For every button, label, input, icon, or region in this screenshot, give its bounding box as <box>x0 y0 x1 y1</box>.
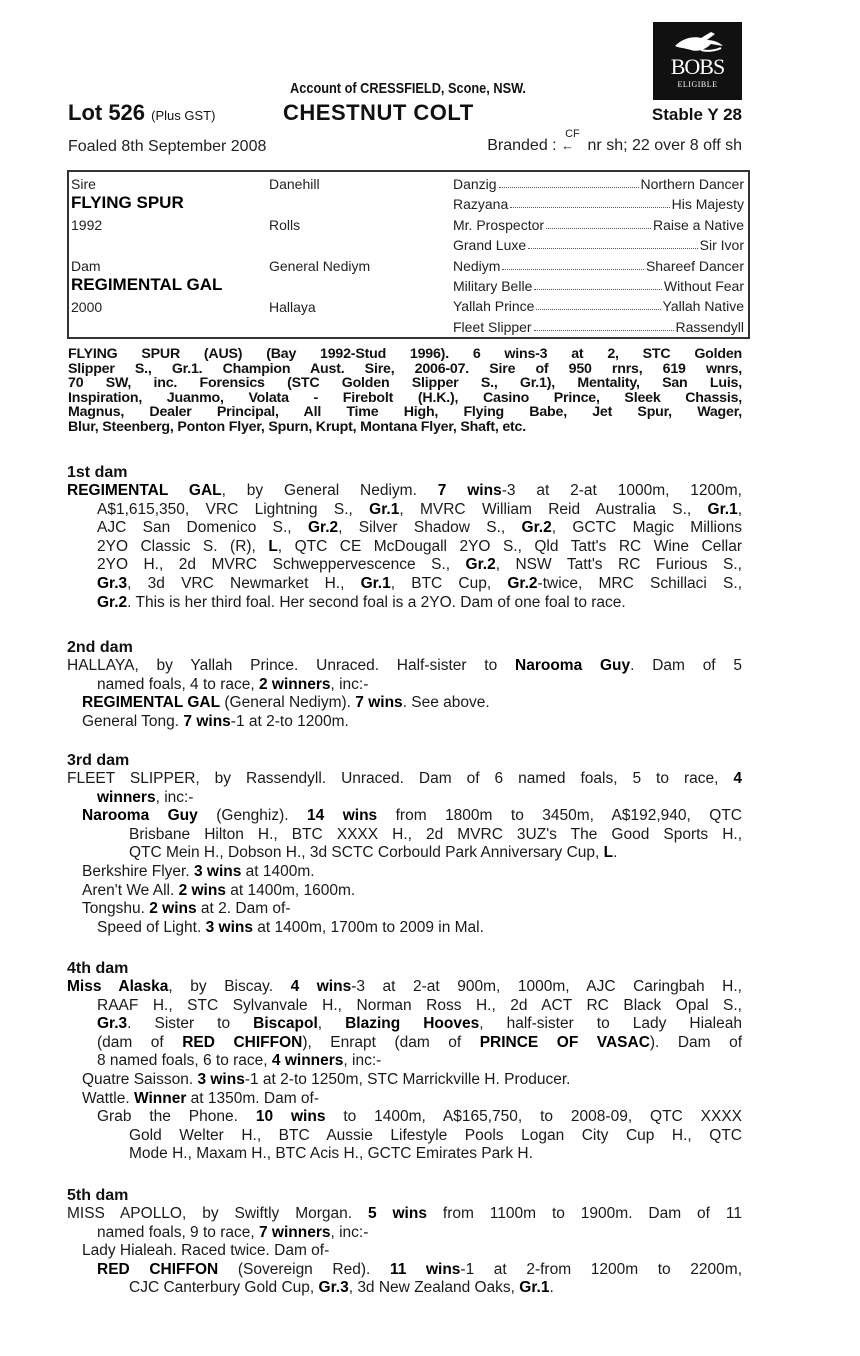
leader-dots <box>528 237 697 249</box>
text-run: 2YO H., 2d MVRC Schweppervescence S., <box>97 556 466 574</box>
bold-run: 11 wins <box>389 1260 461 1278</box>
text-line <box>129 1145 742 1164</box>
text-run: -3 at 2-at 1000m, 1200m, <box>501 482 742 499</box>
text-run: , inc:- <box>155 788 194 806</box>
bold-run: 7 wins <box>355 694 403 712</box>
ancestor-row <box>453 298 744 314</box>
bold-run: Gr.3 <box>318 1279 349 1297</box>
ancestor-sire: Sir Ivor <box>699 237 744 254</box>
bold-run: Gr.3 <box>97 574 128 592</box>
text-line <box>97 556 742 575</box>
ancestor-row <box>453 176 744 192</box>
sire-name: FLYING SPUR <box>71 193 184 212</box>
text-line <box>97 1224 742 1243</box>
ancestor-row <box>453 278 744 294</box>
text-run: named foals, 9 to race, <box>97 1223 259 1241</box>
text-run: at 1400m, 1700m to 2009 in Mal. <box>252 918 484 936</box>
bold-run: Gr.1 <box>519 1279 550 1297</box>
bold-run: 4 <box>733 770 742 787</box>
text-run: General Tong. <box>82 712 184 730</box>
text-line <box>82 713 742 732</box>
dam-section <box>67 1187 742 1298</box>
text-run: AJC San Domenico S., <box>97 519 308 537</box>
bold-run: Biscapol <box>253 1015 318 1033</box>
section-heading: 3rd dam <box>67 752 130 769</box>
sire-summary-line: Blur, Steenberg, Ponton Flyer, Spurn, Krupt, Montana Flyer, Shaft, etc. <box>68 418 526 435</box>
text-line <box>67 657 742 676</box>
text-run: at 1400m. <box>241 862 315 880</box>
text-run: HALLAYA, by Yallah Prince. Unraced. Half-sister to <box>67 657 516 674</box>
text-line <box>97 519 742 538</box>
text-line <box>97 1108 742 1127</box>
text-line <box>97 919 742 938</box>
text-run: , half-sister to Lady Hialeah <box>479 1015 742 1033</box>
text-run: . This is her third foal. Her second foal is a 2YO. Dam of one foal to race. <box>127 593 626 611</box>
ancestor-name: Fleet Slipper <box>453 318 532 335</box>
bold-run: Gr.2 <box>307 519 339 537</box>
bold-run: Gr.3 <box>97 1015 128 1033</box>
bold-run: REGIMENTAL GAL <box>67 482 222 499</box>
sire-summary-line: FLYING SPUR (AUS) (Bay 1992-Stud 1996). 6 wins-3 at 2, STC Golden <box>68 346 742 362</box>
logo-subtext: ELIGIBLE <box>677 80 718 89</box>
bold-run: Gr.1 <box>360 574 391 592</box>
text-line <box>129 826 742 845</box>
leader-dots <box>499 176 639 188</box>
text-run: , MVRC William Reid Australia S., <box>399 500 708 518</box>
text-run: (Sovereign Red). <box>218 1260 390 1278</box>
text-run: Mode H., Maxam H., BTC Acis H., GCTC Emirates Park H. <box>129 1145 533 1163</box>
text-run: RAAF H., STC Sylvanvale H., Norman Ross H., 2d ACT RC Black Opal S., <box>97 996 742 1014</box>
ancestor-sire: Rassendyll <box>675 318 744 335</box>
dam-label: Dam <box>71 258 101 274</box>
foaled-date: Foaled 8th September 2008 <box>68 138 267 155</box>
dam-sire: General Nediym <box>269 258 371 274</box>
text-run: FLEET SLIPPER, by Rassendyll. Unraced. Dam of 6 named foals, 5 to race, <box>67 770 734 787</box>
bold-run: Gr.2 <box>507 574 538 592</box>
bold-run: Blazing Hooves <box>345 1015 480 1033</box>
bold-run: RED CHIFFON <box>182 1033 303 1051</box>
text-run: 2YO Classic S. (R), <box>97 537 269 555</box>
text-run: Tongshu. <box>82 900 150 918</box>
text-run: Speed of Light. <box>97 918 206 936</box>
ancestor-name: Grand Luxe <box>453 237 527 254</box>
text-run: ), Enrapt (dam of <box>302 1033 480 1051</box>
text-run: -1 at 2-to 1250m, STC Marrickville H. Producer. <box>244 1070 571 1088</box>
bold-run: 10 wins <box>255 1108 326 1126</box>
text-line <box>82 882 742 901</box>
text-run: from 1100m to 1900m. Dam of 11 <box>426 1205 742 1222</box>
text-line <box>67 482 742 501</box>
sire-summary-line: Magnus, Dealer Principal, All Time High, Flying Babe, Jet Spur, Wager, <box>68 404 742 421</box>
text-line <box>82 1071 742 1090</box>
section-heading: 2nd dam <box>67 639 133 656</box>
bold-run: L <box>603 844 614 862</box>
bold-run: 14 wins <box>307 807 378 825</box>
sire-label: Sire <box>71 176 96 192</box>
text-line <box>129 844 742 863</box>
text-line <box>82 900 742 919</box>
ancestor-name: Danzig <box>453 176 497 192</box>
ancestor-sire: Raise a Native <box>652 216 744 233</box>
lot-number <box>68 100 215 126</box>
bold-run: PRINCE OF VASAC <box>479 1033 650 1051</box>
leader-dots <box>510 196 669 208</box>
dam-name: REGIMENTAL GAL <box>71 275 223 294</box>
text-run: at 1400m, 1600m. <box>225 881 356 899</box>
text-line <box>97 997 742 1016</box>
text-line <box>97 501 742 520</box>
colour-sex: CHESTNUT COLT <box>283 100 474 125</box>
brand-description <box>487 128 742 155</box>
text-run: -twice, MRC Schillaci S., <box>537 574 742 592</box>
dam-section <box>67 752 742 937</box>
text-run: Wattle. <box>82 1089 134 1107</box>
ancestor-name: Mr. Prospector <box>453 216 545 233</box>
text-run: . <box>613 844 618 862</box>
text-run: , inc:- <box>343 1052 382 1070</box>
text-run: . See above. <box>402 694 490 712</box>
text-run: at 1350m. Dam of- <box>186 1089 320 1107</box>
sire-summary-line: 70 SW, inc. Forensics (STC Golden Slipper S., Gr.1), Mentality, San Luis, <box>68 375 742 392</box>
bold-run: Gr.1 <box>707 500 738 518</box>
bold-run: L <box>268 537 278 555</box>
sire-summary-line: Slipper S., Gr.1. Champion Aust. Sire, 2006-07. Sire of 950 rnrs, 619 wnrs, <box>68 360 742 377</box>
section-heading: 5th dam <box>67 1187 129 1204</box>
brand-mark-icon: CF ← <box>561 128 580 153</box>
pedigree-table <box>67 170 750 339</box>
sire-summary-line: Inspiration, Juanmo, Volata - Firebolt (H.K.), Casino Prince, Sleek Chassis, <box>68 389 742 406</box>
text-run: , inc:- <box>330 1223 369 1241</box>
text-run: MISS APOLLO, by Swiftly Morgan. <box>67 1205 368 1222</box>
text-line <box>82 1242 742 1261</box>
text-run: , <box>737 500 743 518</box>
text-line <box>97 538 742 557</box>
text-run: , inc:- <box>330 675 369 693</box>
bold-run: Narooma Guy <box>82 807 198 825</box>
dam-dam: Hallaya <box>269 299 316 315</box>
dam-year: 2000 <box>71 299 103 315</box>
horse-head-icon <box>671 28 725 56</box>
text-run: QTC Mein H., Dobson H., 3d SCTC Corbould Park Anniversary Cup, <box>129 844 604 862</box>
text-run: to 1400m, A$165,750, to 2008-09, QTC XXXX <box>325 1108 742 1126</box>
sire-dam: Rolls <box>269 217 301 233</box>
text-line <box>67 770 742 789</box>
text-line <box>97 1052 742 1071</box>
bold-run: Gr.2 <box>465 556 496 574</box>
leader-dots <box>534 278 662 290</box>
bold-run: REGIMENTAL GAL <box>82 694 221 712</box>
text-run: , Silver Shadow S., <box>338 519 522 537</box>
text-run: Quatre Saisson. <box>82 1070 198 1088</box>
bold-run: 2 wins <box>178 881 226 899</box>
bold-run: 4 wins <box>290 978 352 995</box>
sire-sire: Danehill <box>269 176 320 192</box>
text-run: . Dam of 5 <box>630 657 743 674</box>
text-run: , QTC CE McDougall 2YO S., Qld Tatt's RC Wine Cellar <box>277 537 742 555</box>
bold-run: 7 winners <box>258 1223 331 1241</box>
branded-text: nr sh; 22 over 8 off sh <box>587 137 742 154</box>
text-run: named foals, 4 to race, <box>97 675 259 693</box>
text-run: -1 at 2-from 1200m to 2200m, <box>460 1260 742 1278</box>
leader-dots <box>546 217 651 229</box>
ancestor-name: Yallah Prince <box>453 298 535 315</box>
text-run: at 2. Dam of- <box>196 900 291 918</box>
ancestor-row <box>453 319 744 335</box>
dam-section <box>67 464 742 612</box>
text-line <box>82 1090 742 1109</box>
text-run: , by Biscay. <box>168 978 291 995</box>
ancestor-row <box>453 237 744 253</box>
text-run: , BTC Cup, <box>390 574 508 592</box>
text-line <box>67 1205 742 1224</box>
ancestor-name: Nediym <box>453 257 501 274</box>
text-run: -3 at 2-at 900m, 1000m, AJC Caringbah H., <box>351 978 742 995</box>
dam-section <box>67 639 742 731</box>
text-run: A$1,615,350, VRC Lightning S., <box>97 500 370 518</box>
text-line <box>129 1279 742 1298</box>
ancestor-row <box>453 196 744 212</box>
vendor-account: Account of CRESSFIELD, Scone, NSW. <box>290 80 526 97</box>
text-run: (General Nediym). <box>220 694 356 712</box>
text-line <box>97 1261 742 1280</box>
ancestor-sire: Northern Dancer <box>640 176 744 192</box>
sire-summary <box>68 347 742 435</box>
leader-dots <box>536 298 660 310</box>
ancestor-sire: Without Fear <box>663 278 744 294</box>
bold-run: winners <box>97 788 156 806</box>
section-heading: 1st dam <box>67 464 128 481</box>
bold-run: 3 wins <box>205 918 253 936</box>
branded-label: Branded : <box>487 137 557 154</box>
bold-run: 2 winners <box>258 675 331 693</box>
text-run: 8 named foals, 6 to race, <box>97 1052 272 1070</box>
ancestor-row <box>453 258 744 274</box>
bold-run: Winner <box>133 1089 187 1107</box>
bold-run: RED CHIFFON <box>97 1260 219 1278</box>
bold-run: 3 wins <box>197 1070 245 1088</box>
text-run: , GCTC Magic Millions <box>551 519 742 537</box>
text-line <box>82 694 742 713</box>
lot-label: Lot 526 <box>68 100 146 125</box>
ancestor-sire: His Majesty <box>671 196 744 213</box>
ancestor-sire: Shareef Dancer <box>645 257 744 274</box>
text-run: , by General Nediym. <box>221 482 438 499</box>
text-run: (dam of <box>97 1033 183 1051</box>
text-run: . <box>549 1279 554 1297</box>
ancestor-name: Razyana <box>453 196 509 213</box>
text-line <box>129 1127 742 1146</box>
text-line <box>97 789 742 808</box>
text-run: CJC Canterbury Gold Cup, <box>129 1279 319 1297</box>
text-run: -1 at 2-to 1200m. <box>230 712 349 730</box>
text-run: Grab the Phone. <box>97 1108 256 1126</box>
text-run: from 1800m to 3450m, A$192,940, QTC <box>377 807 743 825</box>
text-line <box>67 978 742 997</box>
section-heading: 4th dam <box>67 960 129 977</box>
text-run: . Sister to <box>127 1015 254 1033</box>
text-line <box>97 1034 742 1053</box>
bold-run: 7 wins <box>183 712 231 730</box>
text-line <box>82 807 742 826</box>
text-line <box>97 594 742 613</box>
brand-mark-letters: CF <box>565 128 580 140</box>
sire-year: 1992 <box>71 217 103 233</box>
text-run: Berkshire Flyer. <box>82 862 194 880</box>
text-run: Lady Hialeah. Raced twice. Dam of- <box>82 1242 330 1260</box>
bold-run: Gr.2 <box>521 519 552 537</box>
text-run: , 3d New Zealand Oaks, <box>348 1279 520 1297</box>
text-run: ). Dam of <box>649 1033 742 1051</box>
ancestor-name: Military Belle <box>453 278 533 294</box>
bold-run: Gr.2 <box>97 593 128 611</box>
bold-run: 3 wins <box>193 862 242 880</box>
text-line <box>97 1015 742 1034</box>
text-line <box>82 863 742 882</box>
text-run: Aren't We All. <box>82 881 179 899</box>
text-run: , 3d VRC Newmarket H., <box>127 574 361 592</box>
lot-note: (Plus GST) <box>151 108 216 123</box>
bold-run: Gr.1 <box>369 500 400 518</box>
bold-run: 2 wins <box>149 900 197 918</box>
stable-number: Stable Y 28 <box>651 105 742 124</box>
dam-section <box>67 960 742 1164</box>
text-run: , <box>317 1015 346 1033</box>
bold-run: Narooma Guy <box>515 657 631 674</box>
bold-run: 7 wins <box>437 482 502 499</box>
ancestor-sire: Yallah Native <box>662 298 744 315</box>
text-run: Gold Welter H., BTC Aussie Lifestyle Pools Logan City Cup H., QTC <box>129 1126 742 1144</box>
leader-dots <box>502 258 643 270</box>
leader-dots <box>534 319 674 331</box>
bold-run: 4 winners <box>271 1052 344 1070</box>
bold-run: 5 wins <box>367 1205 427 1222</box>
text-run: (Genghiz). <box>197 807 308 825</box>
ancestor-row <box>453 217 744 233</box>
logo-text: BOBS <box>670 54 725 79</box>
text-run: Brisbane Hilton H., BTC XXXX H., 2d MVRC 3UZ's The Good Sports H., <box>129 825 742 843</box>
text-line <box>97 676 742 695</box>
text-line <box>97 575 742 594</box>
bold-run: Miss Alaska <box>67 978 169 995</box>
text-run: , NSW Tatt's RC Furious S., <box>495 556 742 574</box>
